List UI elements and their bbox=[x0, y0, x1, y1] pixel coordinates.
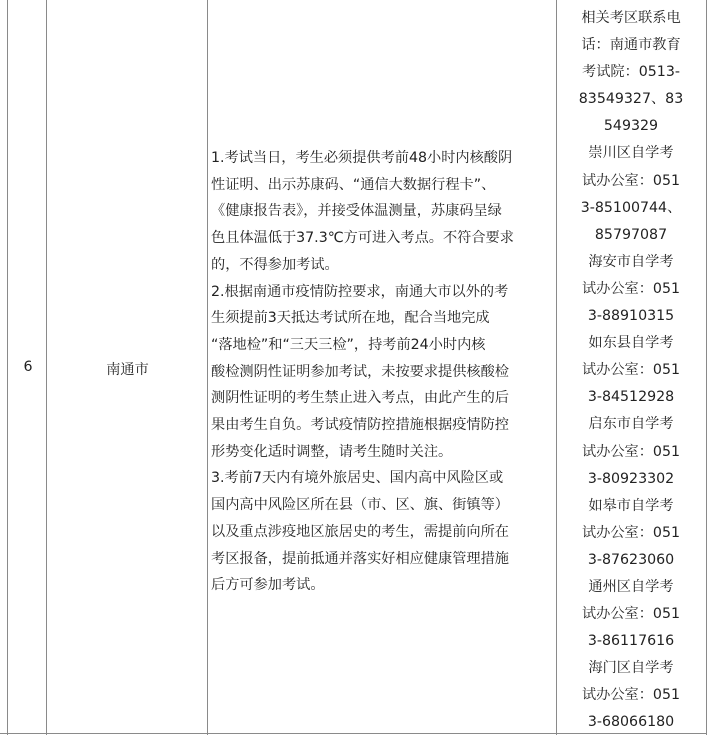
requirement-line: 后方可参加考试。 bbox=[211, 577, 325, 594]
requirement-line: 的，不得参加考试。 bbox=[211, 256, 339, 273]
requirement-line: 果由考生自负。考试疫情防控措施根据疫情防控 bbox=[211, 417, 509, 434]
requirements-cell bbox=[211, 145, 554, 599]
row-index: 6 bbox=[23, 359, 33, 375]
contact-line: 通州区自学考 bbox=[588, 578, 674, 595]
contact-line: 海安市自学考 bbox=[588, 253, 674, 270]
contact-line: 试办公室：051 bbox=[581, 443, 681, 460]
requirement-line: 生须提前3天抵达考试所在地，配合当地完成 bbox=[211, 310, 490, 327]
contact-line: 试办公室：051 bbox=[581, 362, 681, 379]
contact-line: 83549327、83 bbox=[578, 91, 684, 108]
contact-line: 如东县自学考 bbox=[588, 335, 674, 352]
requirement-line: 色且体温低于37.3℃方可进入考点。不符合要求 bbox=[211, 230, 514, 247]
city-name: 南通市 bbox=[106, 362, 149, 378]
contact-line: 相关考区联系电 bbox=[581, 10, 681, 26]
contact-line: 试办公室：051 bbox=[581, 172, 681, 189]
requirement-line: 1.考试当日，考生必须提供考前48小时内核酸阴 bbox=[211, 150, 513, 166]
contact-line: 启东市自学考 bbox=[588, 416, 674, 433]
requirement-line: 酸检测阴性证明参加考试，未按要求提供核酸检 bbox=[211, 363, 509, 380]
contact-line: 3-86117616 bbox=[587, 633, 675, 650]
requirement-line: “落地检”和“三天三检”，持考前24小时内核 bbox=[211, 336, 486, 353]
contact-line: 3-87623060 bbox=[587, 551, 675, 568]
requirement-line: 3.考前7天内有境外旅居史、国内高中风险区或 bbox=[211, 470, 504, 487]
requirement-line: 性证明、出示苏康码、“通信大数据行程卡”、 bbox=[211, 176, 496, 193]
contact-line: 话：南通市教育 bbox=[581, 37, 681, 54]
contact-line: 549329 bbox=[603, 118, 659, 135]
contact-line: 试办公室：051 bbox=[581, 280, 681, 297]
contact-line: 3-80923302 bbox=[587, 470, 675, 487]
contact-line: 试办公室：051 bbox=[581, 687, 681, 704]
requirement-line: 《健康报告表》，并接受体温测量，苏康码呈绿 bbox=[211, 203, 502, 220]
table-border-left bbox=[7, 0, 8, 735]
contact-line: 如皋市自学考 bbox=[588, 497, 674, 514]
contact-line: 考试院：0513- bbox=[582, 64, 680, 81]
contact-cell bbox=[559, 5, 703, 737]
contact-line: 3-88910315 bbox=[587, 308, 675, 325]
contact-line: 崇川区自学考 bbox=[588, 145, 674, 162]
column-divider bbox=[46, 0, 47, 735]
contact-line: 海门区自学考 bbox=[588, 660, 674, 677]
contact-line: 试办公室：051 bbox=[581, 606, 681, 623]
requirement-line: 2.根据南通市疫情防控要求，南通大市以外的考 bbox=[211, 283, 509, 300]
requirement-line: 形势变化适时调整，请考生随时关注。 bbox=[211, 443, 453, 460]
contact-line: 试办公室：051 bbox=[581, 524, 681, 541]
requirement-line: 国内高中风险区所在县（市、区、旗、街镇等） bbox=[211, 497, 509, 514]
contact-line: 85797087 bbox=[594, 226, 668, 243]
requirement-line: 测阴性证明的考生禁止进入考点，由此产生的后 bbox=[211, 390, 509, 407]
contact-line: 3-85100744、 bbox=[580, 199, 682, 216]
requirement-line: 考区报备，提前抵通并落实好相应健康管理措施 bbox=[211, 550, 509, 567]
column-divider bbox=[207, 0, 208, 735]
column-divider bbox=[556, 0, 557, 735]
contact-line: 3-84512928 bbox=[587, 389, 675, 406]
contact-line: 3-68066180 bbox=[587, 714, 675, 731]
requirement-line: 以及重点涉疫地区旅居史的考生，需提前向所在 bbox=[211, 523, 509, 540]
